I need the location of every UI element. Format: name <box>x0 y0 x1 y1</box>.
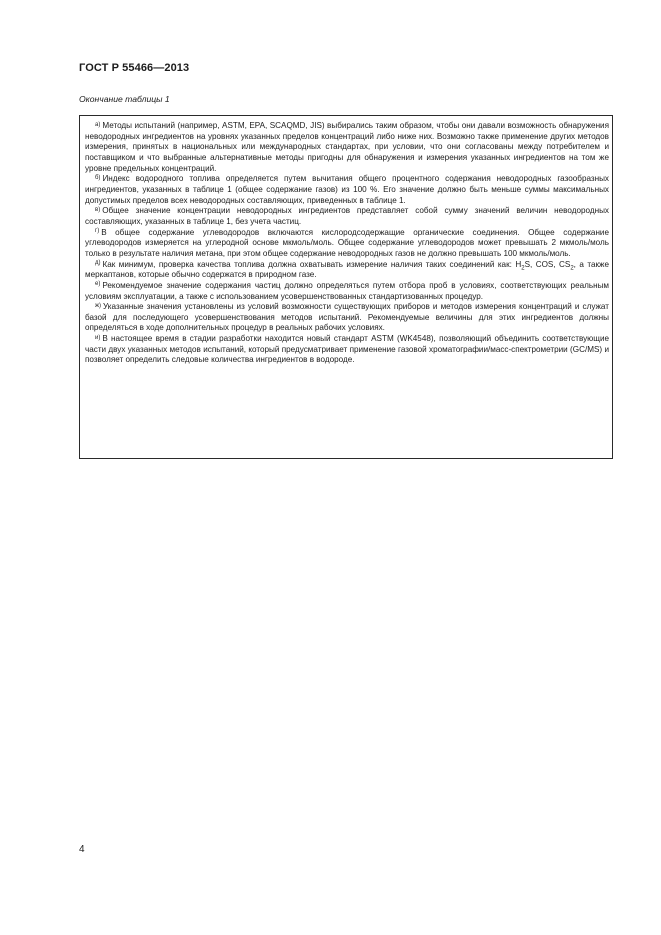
footnote-text: Рекомендуемое значение содержания частиц должно определяться путем отбора проб в условиях, соответствующих реальным условиям эксплуатации, а также с использованием усовершенствованных стандартизованных процедур. <box>85 280 609 301</box>
footnote-mark: ж) <box>95 302 102 309</box>
footnote-mark: б) <box>95 174 101 181</box>
footnote-zh <box>85 302 609 334</box>
footnote-e <box>85 281 609 302</box>
footnote-text: , а также меркаптанов, которые обычно содержатся в природном газе. <box>85 259 610 280</box>
table-continuation-caption: Окончание таблицы 1 <box>79 94 170 104</box>
footnote-v <box>85 206 609 227</box>
footnote-b <box>85 174 609 206</box>
footnote-mark: и) <box>95 334 101 341</box>
footnote-text: Как минимум, проверка качества топлива должна охватывать измерение наличия таких соединений как: H <box>102 259 522 269</box>
footnote-text: Методы испытаний (например, ASTM, EPA, SCAQMD, JIS) выбирались таким образом, чтобы они давали возможность обнаружения неводородных ингредиентов на уровнях указанных пределов концентраций либо ниже них. Возможно также применение других методов измерения, принятых в национальных или международных стандартах, при условии, что они согласованы между потребителем и поставщиком и что выбранные альтернативные методы пригодны для обнаружения и измерения указанных ингредиентов на том же уровне предельных концентраций. <box>85 121 609 173</box>
footnote-text: В общее содержание углеводородов включаются кислородсодержащие органические соединения. Общее содержание углеводородов измеряется на углеродной основе мкмоль/моль. Общее содержание углеводородов может превышать 2 мкмоль/моль только в результате наличия метана, при этом общее содержание неводородных газов не должно превышать 100 мкмоль/моль. <box>85 227 609 258</box>
footnote-mark: г) <box>95 228 100 235</box>
footnote-text: Индекс водородного топлива определяется путем вычитания общего процентного содержания неводородных газообразных ингредиентов, указанных в таблице 1 (общее содержание газов) из 100 %. Его значение должно быть меньше суммы максимальных допустимых пределов всех неводородных составляющих, приведенных в таблице 1. <box>85 174 609 205</box>
footnote-mark: д) <box>95 260 101 267</box>
footnote-mark: а) <box>95 121 101 128</box>
footnote-text: S, COS, CS <box>524 259 571 269</box>
document-header: ГОСТ Р 55466—2013 <box>79 62 190 74</box>
footnote-text: Указанные значения установлены из условий возможности существующих приборов и методов измерения концентраций и служат базой для последующего усовершенствования методов испытаний. Рекомендуемые величины для этих ингредиентов должны определяться в ходе дополнительных процедур в реальных рабочих условиях. <box>85 302 609 333</box>
footnote-d <box>85 260 609 281</box>
footnote-mark: в) <box>95 206 101 213</box>
footnote-text: В настоящее время в стадии разработки находится новый стандарт ASTM (WK4548), позволяющий объединить соответствующие части двух указанных методов испытаний, который предусматривает применение газовой хроматографии/масс-спектрометрии (GC/MS) и позволяет определить следовые количества ингредиентов в водороде. <box>85 334 609 365</box>
footnote-a <box>85 121 609 174</box>
footnotes-list <box>85 121 609 366</box>
page-number: 4 <box>79 844 85 855</box>
subscript: 2 <box>521 265 525 272</box>
subscript: 2 <box>570 265 574 272</box>
table-footnotes-box <box>79 115 613 459</box>
footnote-mark: е) <box>95 281 101 288</box>
footnote-i <box>85 334 609 366</box>
footnote-g <box>85 228 609 260</box>
footnote-text: Общее значение концентрации неводородных ингредиентов представляет собой сумму значений величин неводородных составляющих, указанных в таблице 1, без учета частиц. <box>85 206 609 226</box>
